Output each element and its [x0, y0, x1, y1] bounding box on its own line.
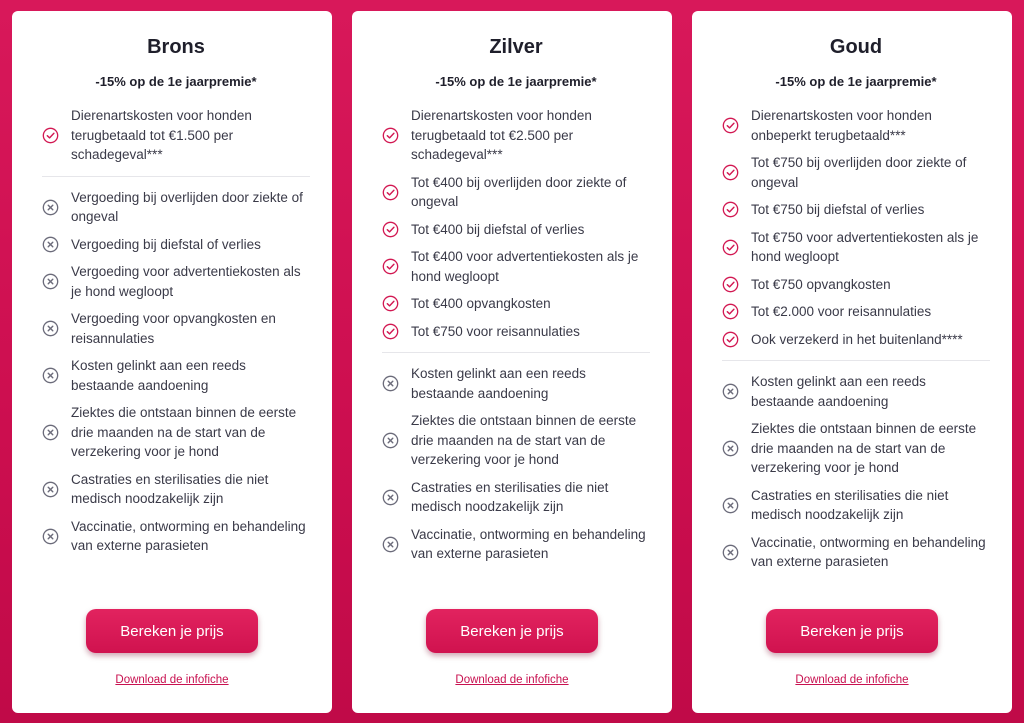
feature-list — [722, 102, 990, 576]
download-infofiche-link[interactable]: Download de infofiche — [455, 674, 569, 686]
excluded-feature — [42, 258, 310, 305]
included-feature — [382, 216, 650, 244]
x-circle-icon — [42, 236, 59, 253]
calculate-price-button[interactable]: Bereken je prijs — [426, 609, 598, 653]
feature-text: Ook verzekerd in het buitenland**** — [751, 331, 963, 347]
plan-card-goud — [692, 11, 1012, 713]
check-circle-icon — [722, 201, 739, 218]
excluded-feature — [382, 407, 650, 474]
section-divider — [42, 176, 310, 177]
feature-text: Vaccinatie, ontworming en behandeling van externe parasieten — [411, 526, 646, 561]
included-feature — [722, 298, 990, 326]
excluded-feature — [722, 529, 990, 576]
check-circle-icon — [722, 276, 739, 293]
plan-title: Goud — [829, 36, 883, 58]
feature-text: Tot €750 bij diefstal of verlies — [751, 202, 925, 217]
check-circle-icon — [42, 127, 59, 144]
excluded-feature — [42, 352, 310, 399]
x-circle-icon — [382, 432, 399, 449]
feature-text: Kosten gelinkt aan een reeds bestaande aandoening — [411, 366, 586, 401]
feature-text: Tot €750 bij overlijden door ziekte of ongeval — [751, 155, 967, 190]
feature-text: Tot €2.000 voor reisannulaties — [751, 304, 932, 319]
excluded-feature — [42, 399, 310, 466]
feature-text: Tot €750 voor advertentiekosten als je hond wegloopt — [751, 229, 979, 264]
check-circle-icon — [382, 295, 399, 312]
plan-card-brons — [12, 11, 332, 713]
x-circle-icon — [722, 383, 739, 400]
plan-title: Zilver — [489, 36, 543, 58]
feature-text: Tot €750 opvangkosten — [751, 276, 891, 292]
feature-text: Vergoeding voor advertentiekosten als je hond wegloopt — [71, 264, 301, 299]
check-circle-icon — [382, 258, 399, 275]
included-feature — [722, 102, 990, 149]
included-feature — [382, 102, 650, 169]
x-circle-icon — [42, 528, 59, 545]
included-feature — [382, 318, 650, 346]
feature-text: Tot €400 voor advertentiekosten als je hond wegloopt — [411, 249, 639, 284]
x-circle-icon — [42, 481, 59, 498]
included-feature — [722, 224, 990, 271]
feature-text: Ziektes die ontstaan binnen de eerste drie maanden na de start van de verzekering voor je hond — [411, 413, 637, 467]
x-circle-icon — [382, 375, 399, 392]
included-feature — [382, 243, 650, 290]
feature-text: Castraties en sterilisaties die niet medisch noodzakelijk zijn — [751, 487, 949, 522]
feature-text: Vaccinatie, ontworming en behandeling van externe parasieten — [751, 534, 986, 569]
feature-text: Dierenartskosten voor honden terugbetaald tot €1.500 per schadegeval*** — [71, 108, 252, 162]
check-circle-icon — [722, 117, 739, 134]
included-feature — [722, 149, 990, 196]
included-feature — [382, 169, 650, 216]
x-circle-icon — [722, 440, 739, 457]
excluded-feature — [382, 360, 650, 407]
promo-text: -15% op de 1e jaarpremie* — [435, 74, 597, 89]
excluded-feature — [42, 184, 310, 231]
feature-text: Castraties en sterilisaties die niet medisch noodzakelijk zijn — [411, 479, 609, 514]
feature-list — [42, 102, 310, 560]
feature-text: Castraties en sterilisaties die niet medisch noodzakelijk zijn — [71, 471, 269, 506]
excluded-feature — [42, 466, 310, 513]
feature-text: Tot €400 bij overlijden door ziekte of ongeval — [411, 174, 627, 209]
feature-text: Vergoeding voor opvangkosten en reisannulaties — [71, 311, 276, 346]
x-circle-icon — [382, 536, 399, 553]
feature-list — [382, 102, 650, 568]
x-circle-icon — [42, 424, 59, 441]
included-feature — [722, 271, 990, 299]
excluded-feature — [42, 305, 310, 352]
excluded-feature — [722, 482, 990, 529]
calculate-price-button[interactable]: Bereken je prijs — [766, 609, 938, 653]
calculate-price-button[interactable]: Bereken je prijs — [86, 609, 258, 653]
included-feature — [722, 326, 990, 354]
x-circle-icon — [42, 320, 59, 337]
x-circle-icon — [42, 199, 59, 216]
check-circle-icon — [722, 239, 739, 256]
section-divider — [382, 352, 650, 353]
excluded-feature — [722, 368, 990, 415]
x-circle-icon — [42, 273, 59, 290]
feature-text: Kosten gelinkt aan een reeds bestaande aandoening — [71, 358, 246, 393]
excluded-feature — [722, 415, 990, 482]
x-circle-icon — [722, 544, 739, 561]
feature-text: Tot €400 opvangkosten — [411, 296, 551, 311]
check-circle-icon — [722, 164, 739, 181]
feature-text: Kosten gelinkt aan een reeds bestaande aandoening — [751, 374, 926, 409]
check-circle-icon — [382, 323, 399, 340]
included-feature — [722, 196, 990, 224]
feature-text: Tot €750 voor reisannulaties — [411, 323, 580, 339]
check-circle-icon — [722, 303, 739, 320]
excluded-feature — [42, 513, 310, 560]
feature-text: Dierenartskosten voor honden onbeperkt terugbetaald*** — [751, 108, 932, 143]
check-circle-icon — [382, 184, 399, 201]
check-circle-icon — [722, 331, 739, 348]
included-feature — [42, 102, 310, 169]
x-circle-icon — [382, 489, 399, 506]
excluded-feature — [382, 521, 650, 568]
check-circle-icon — [382, 221, 399, 238]
feature-text: Dierenartskosten voor honden terugbetaald tot €2.500 per schadegeval*** — [411, 108, 592, 162]
promo-text: -15% op de 1e jaarpremie* — [775, 74, 937, 89]
feature-text: Vergoeding bij overlijden door ziekte of ongeval — [71, 189, 303, 224]
section-divider — [722, 360, 990, 361]
feature-text: Ziektes die ontstaan binnen de eerste drie maanden na de start van de verzekering voor je hond — [71, 405, 297, 459]
excluded-feature — [382, 474, 650, 521]
x-circle-icon — [722, 497, 739, 514]
download-infofiche-link[interactable]: Download de infofiche — [795, 674, 909, 686]
included-feature — [382, 290, 650, 318]
feature-text: Vergoeding bij diefstal of verlies — [71, 236, 261, 252]
feature-text: Vaccinatie, ontworming en behandeling van externe parasieten — [71, 518, 306, 553]
plan-title: Brons — [147, 36, 205, 58]
x-circle-icon — [42, 367, 59, 384]
feature-text: Ziektes die ontstaan binnen de eerste drie maanden na de start van de verzekering voor je hond — [751, 421, 977, 475]
excluded-feature — [42, 231, 310, 259]
download-infofiche-link[interactable]: Download de infofiche — [115, 674, 229, 686]
plan-card-zilver — [352, 11, 672, 713]
check-circle-icon — [382, 127, 399, 144]
promo-text: -15% op de 1e jaarpremie* — [95, 74, 257, 89]
feature-text: Tot €400 bij diefstal of verlies — [411, 221, 585, 237]
